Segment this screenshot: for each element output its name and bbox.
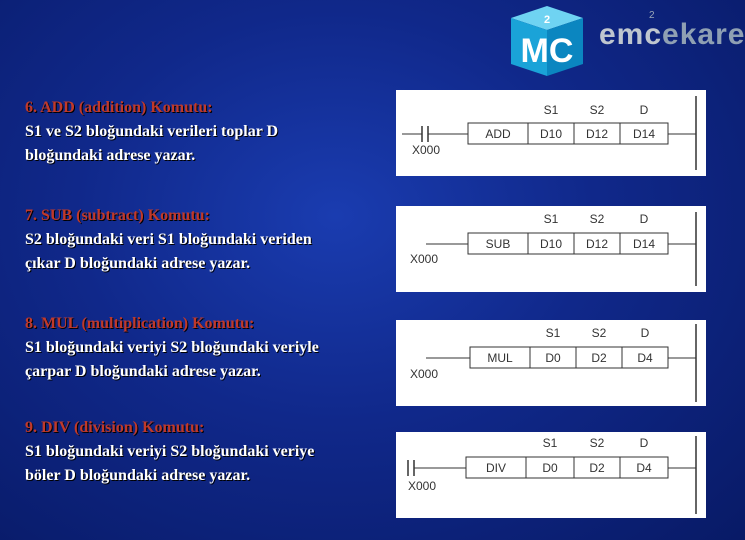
mul-ladder-diagram	[396, 320, 706, 406]
s2-header: S2	[589, 212, 605, 226]
s2-header: S2	[589, 436, 605, 450]
contact-label: X000	[410, 367, 439, 381]
d-header: D	[639, 212, 649, 226]
div-description	[25, 416, 405, 488]
instruction-name: MUL	[487, 351, 513, 365]
cube-top-text: 2	[543, 14, 551, 26]
sub-description	[25, 204, 405, 276]
contact-label: X000	[412, 143, 441, 157]
s1-header: S1	[542, 436, 558, 450]
d-header: D	[639, 103, 649, 117]
mul-description	[25, 312, 405, 384]
add-ladder-diagram	[396, 90, 706, 176]
sub-ladder-diagram	[396, 206, 706, 292]
contact-label: X000	[410, 252, 439, 266]
s2-operand: D12	[585, 237, 609, 251]
div-line-2: böler D bloğundaki adrese yazar.	[25, 467, 251, 484]
add-line-2: bloğundaki adrese yazar.	[25, 147, 196, 164]
add-description	[25, 96, 405, 168]
instruction-name: ADD	[485, 127, 511, 141]
div-line-1: S1 bloğundaki veriyi S2 bloğundaki veriye	[25, 443, 315, 460]
add-title: 6. ADD (addition) Komutu:	[25, 99, 213, 116]
s2-header: S2	[589, 103, 605, 117]
s1-header: S1	[543, 103, 559, 117]
brand-name	[599, 18, 745, 52]
s1-header: S1	[545, 326, 561, 340]
div-ladder-diagram	[396, 432, 706, 518]
mc-cube-icon	[505, 4, 589, 76]
s1-header: S1	[543, 212, 559, 226]
sub-line-1: S2 bloğundaki veri S1 bloğundaki veriden	[25, 231, 312, 248]
s2-header: S2	[591, 326, 607, 340]
mul-title: 8. MUL (multiplication) Komutu:	[25, 315, 255, 332]
s1-operand: D0	[542, 461, 558, 475]
s1-operand: D10	[539, 237, 563, 251]
mul-line-1: S1 bloğundaki veriyi S2 bloğundaki veriyle	[25, 339, 319, 356]
add-line-1: S1 ve S2 bloğundaki verileri toplar D	[25, 123, 279, 140]
s2-operand: D12	[585, 127, 609, 141]
brand-superscript: 2	[649, 10, 655, 21]
instruction-name: SUB	[485, 237, 511, 251]
div-title: 9. DIV (division) Komutu:	[25, 419, 205, 436]
d-operand: D14	[632, 237, 656, 251]
s1-operand: D10	[539, 127, 563, 141]
d-operand: D4	[636, 461, 652, 475]
contact-label: X000	[408, 479, 437, 493]
brand-emc: emc	[599, 18, 663, 51]
brand-ekare: ekare	[662, 18, 745, 51]
d-operand: D14	[632, 127, 656, 141]
instruction-name: DIV	[485, 461, 507, 475]
s2-operand: D2	[591, 351, 607, 365]
s1-operand: D0	[545, 351, 561, 365]
sub-line-2: çıkar D bloğundaki adrese yazar.	[25, 255, 251, 272]
cube-letters: MC	[520, 32, 574, 70]
d-operand: D4	[637, 351, 653, 365]
s2-operand: D2	[589, 461, 605, 475]
d-header: D	[639, 436, 649, 450]
sub-title: 7. SUB (subtract) Komutu:	[25, 207, 210, 224]
mul-line-2: çarpar D bloğundaki adrese yazar.	[25, 363, 261, 380]
d-header: D	[640, 326, 650, 340]
emc-ekare-logo	[505, 4, 745, 76]
